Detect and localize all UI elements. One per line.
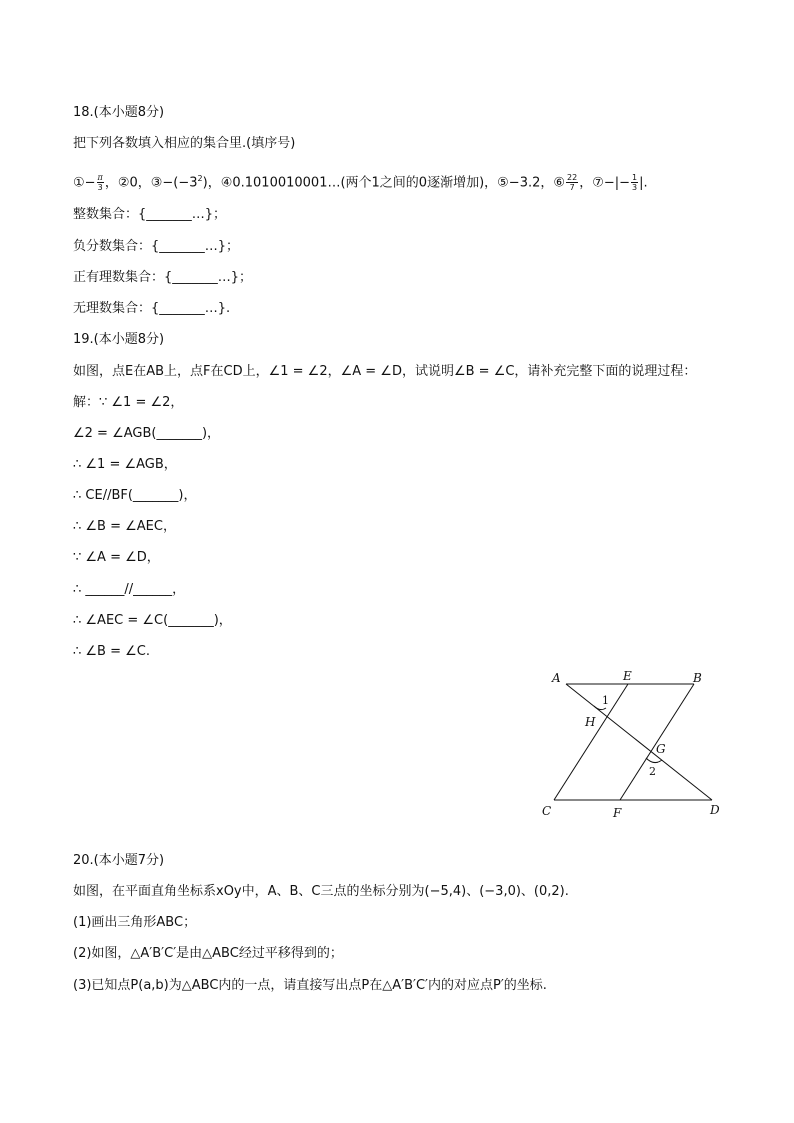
q20-prompt: 如图，在平面直角坐标系xOy中，A、B、C三点的坐标分别为(−5,4)、(−3,0)、(0,2). [73,884,569,899]
label-b: B [693,671,702,685]
item3-text: )，④0.1010010001…(两个1之间的0逐渐增加)，⑤−3.2，⑥ [202,175,566,191]
label-d: D [710,803,720,817]
item1-prefix: ①− [73,175,96,191]
q20-header: 20.(本小题7分) [73,853,165,868]
q19-step-4: ∴ CE//BF(_______)， [73,488,197,503]
label-h: H [585,715,596,729]
label-e: E [623,669,632,683]
label-c: C [542,804,552,818]
q19-step-1: 解：∵ ∠1 = ∠2， [73,395,184,410]
segment-ce [554,684,628,800]
q18-instruction: 把下列各数填入相应的集合里.(填序号) [73,136,296,151]
label-f: F [613,806,622,820]
q19-step-7: ∴ ______//______， [73,582,186,597]
q18-header: 18.(本小题8分) [73,105,165,120]
label-angle-1: 1 [602,694,609,707]
geometry-figure [536,664,736,824]
q19-header: 19.(本小题8分) [73,332,165,347]
label-a: A [552,671,561,685]
geometry-figure-svg [536,664,736,824]
set-negative-fractions: 负分数集合：{_______…}； [73,239,240,254]
item3-exponent: 2 [197,174,203,183]
item7-prefix: ，⑦−|− [579,175,631,191]
item7-suffix: |. [639,175,648,191]
set-irrationals: 无理数集合：{_______…}. [73,301,231,316]
item2-text: ，②0，③−(−3 [104,175,198,191]
label-g: G [656,742,666,756]
q19-step-3: ∴ ∠1 = ∠AGB， [73,457,177,472]
item1-fraction: $\frac{\pi}{3}$ [97,173,103,193]
q19-step-2: ∠2 = ∠AGB(_______)， [73,426,221,441]
label-angle-2: 2 [649,765,656,778]
q19-step-9: ∴ ∠B = ∠C. [73,644,150,659]
q20-part-1: (1)画出三角形ABC； [73,915,197,930]
segment-ad [566,684,712,800]
item7-fraction: $\frac{1}{3}$ [632,173,638,193]
q19-prompt: 如图，点E在AB上，点F在CD上，∠1 = ∠2，∠A = ∠D，试说明∠B = ∠C，请补充完整下面的说理过程： [73,364,697,379]
q19-step-8: ∴ ∠AEC = ∠C(_______)， [73,613,232,628]
q18-numbers-line [73,170,648,192]
q19-step-6: ∵ ∠A = ∠D， [73,550,160,565]
q20-part-2: (2)如图，△A′B′C′是由△ABC经过平移得到的； [73,946,343,961]
set-integers: 整数集合：{_______…}； [73,207,227,222]
q19-step-5: ∴ ∠B = ∠AEC， [73,519,176,534]
q20-part-3: (3)已知点P(a,b)为△ABC内的一点，请直接写出点P在△A′B′C′内的对应点P′的坐标. [73,978,547,993]
item6-fraction: $\frac{22}{7}$ [567,173,578,193]
set-positive-rationals: 正有理数集合：{_______…}； [73,270,253,285]
